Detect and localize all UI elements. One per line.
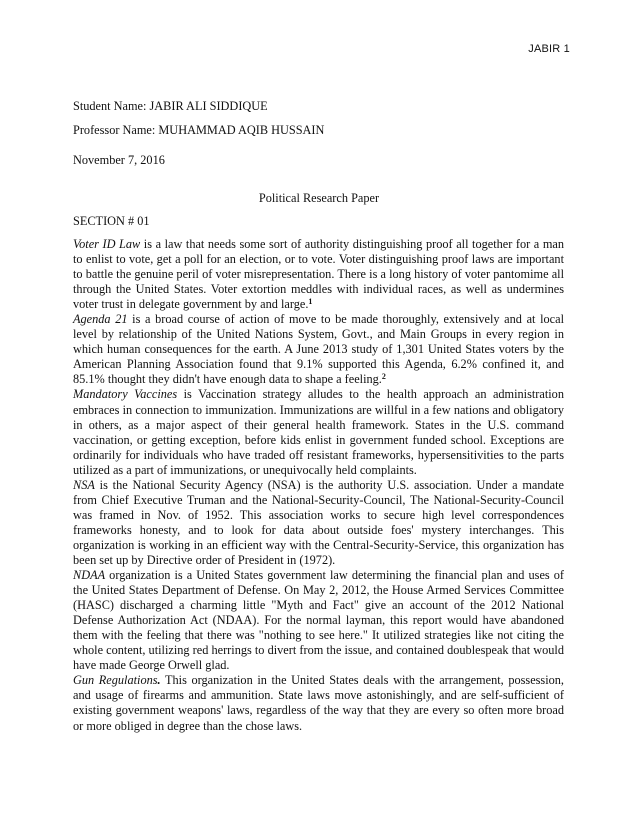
body-text xyxy=(73,237,564,734)
footnote-marker: 1 xyxy=(308,297,313,307)
term: Gun Regulations xyxy=(73,673,158,688)
term: NSA xyxy=(73,477,95,492)
professor-name: Professor Name: MUHAMMAD AQIB HUSSAIN xyxy=(73,123,325,137)
term: Mandatory Vaccines xyxy=(73,387,178,402)
paragraph-ndaa xyxy=(73,568,564,673)
paper-title: Political Research Paper xyxy=(258,191,380,205)
paragraph-voter-id xyxy=(73,237,564,312)
paragraph-text: is a broad course of action of move to be made thoroughly, extensively and at local level by relationship of the United Nations System, Govt., and Main Groups in every region in which human consequences for the earth. A June 2013 study of 1,301 United States voters by the American Planning Association found that 9.1% supported this Agenda, 6.2% confined it, and 85.1% thought they didn't have enough data to shape a feeling. xyxy=(73,312,564,387)
term: NDAA xyxy=(73,568,106,583)
term: Agenda 21 xyxy=(73,312,128,327)
paragraph-gun-regulations xyxy=(73,673,564,733)
section-heading: SECTION # 01 xyxy=(73,214,150,228)
paragraph-mandatory-vaccines xyxy=(73,387,564,477)
paragraph-text: is the National Security Agency (NSA) is the authority U.S. association. Under a mandate from Chief Executive Truman and the National-Security-Council, The National-Security-Council was framed in Nov. of 1952. This association works to secure high level correspondences frameworks honesty, and to look for data about outside foes' mystery interchanges. This organization is working in an efficient way with the Central-Security-Service, this organization has been set up by Directive order of President in (1972). xyxy=(73,477,564,567)
paragraph-text: This organization in the United States deals with the arrangement, possession, and usage of firearms and ammunition. State laws move astonishingly, and are self-sufficient of existing government weapons' laws, regardless of the way that they are every so often more broad or more obliged in degree than the chose laws. xyxy=(73,673,565,733)
term: Voter ID Law xyxy=(73,237,141,251)
paragraph-text: is a law that needs some sort of authority distinguishing proof all together for a man to enlist to vote, get a poll for an election, or to vote. Voter distinguishing proof laws are important to battle the genuine peril of voter misrepresentation. There is a long history of voter pantomime all through the United States. Voter extortion meddles with individual races, as well as undermines voter trust in delegate government by and large. xyxy=(73,237,564,312)
term-suffix: . xyxy=(157,673,161,688)
date: November 7, 2016 xyxy=(73,153,165,167)
running-head: JABIR 1 xyxy=(528,43,570,55)
paragraph-nsa xyxy=(73,478,564,568)
paragraph-text: is Vaccination strategy alludes to the health approach an administration embraces in connection to immunization. Immunizations are willful in a few nations and obligatory in others, as a major aspect of their general health framework. States in the U.S. command vaccination, or getting exception, before kids enlist in government funded school. Exceptions are ordinarily for individuals who have traded off resistant frameworks, hypersensitivities to the parts utilized as a part of immunizations, or unequivocally held complaints. xyxy=(73,387,564,477)
footnote-marker: 2 xyxy=(381,372,386,382)
student-name: Student Name: JABIR ALI SIDDIQUE xyxy=(73,99,268,113)
paragraph-agenda-21 xyxy=(73,312,564,387)
paragraph-text: organization is a United States government law determining the financial plan and uses of the United States Department of Defense. On May 2, 2012, the House Armed Services Committee (HASC) discharged a charming little "Myth and Fact" give an account of the 2012 National Defense Authorization Act (NDAA). For the normal layman, this report would have abandoned them with the feeling that there was "nothing to see here." It utilized strategies like not citing the whole content, utilizing red herrings to divert from the issue, and contained doublespeak that would have made George Orwell glad. xyxy=(73,568,564,673)
